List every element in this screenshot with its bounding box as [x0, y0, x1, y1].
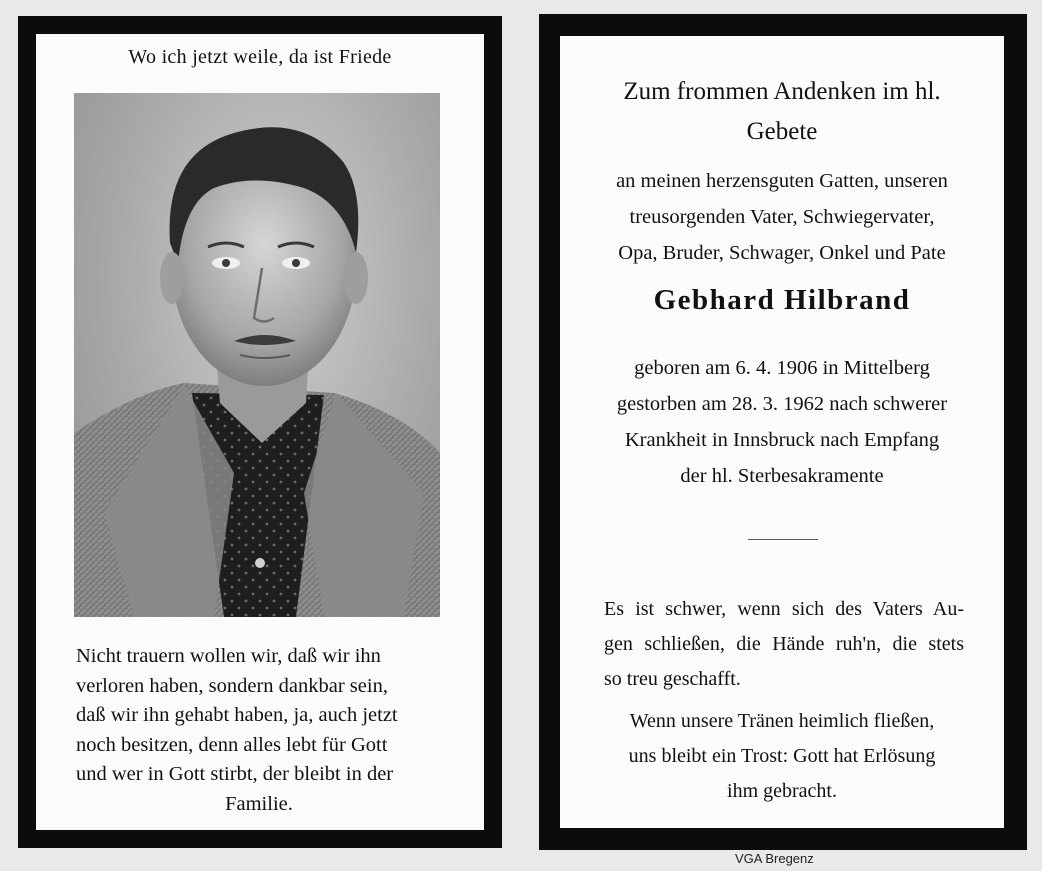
poem-stanza-1: [604, 592, 964, 697]
verse-left: [76, 642, 442, 819]
left-card: [36, 34, 484, 830]
verse-line: daß wir ihn gehabt haben, ja, auch jetzt: [76, 704, 398, 726]
memorial-heading: [560, 72, 1004, 152]
poem-line: Es ist schwer, wenn sich des Vaters Au-: [604, 598, 964, 620]
heading-line: Gebete: [746, 118, 818, 145]
deceased-name: Gebhard Hilbrand: [653, 284, 911, 316]
verse-line: Familie.: [225, 792, 293, 815]
date-line: gestorben am 28. 3. 1962 nach schwerer: [616, 393, 948, 415]
printer-imprint: VGA Bregenz: [735, 851, 814, 866]
poem-stanza-2: [560, 704, 1004, 809]
dedication-line: an meinen herzensguten Gatten, unseren: [616, 170, 948, 192]
poem-line: uns bleibt ein Trost: Gott hat Erlösung: [628, 745, 936, 767]
divider-line: [748, 539, 818, 540]
dedication-line: treusorgenden Vater, Schwiegervater,: [629, 206, 935, 228]
date-line: geboren am 6. 4. 1906 in Mittelberg: [634, 357, 930, 379]
right-card: [560, 36, 1004, 828]
portrait-photo: [74, 93, 440, 617]
portrait-illustration: [74, 93, 440, 617]
poem-line: so treu geschafft.: [604, 668, 741, 690]
poem-line: gen schließen, die Hände ruh'n, die stets: [604, 633, 964, 655]
verse-line: und wer in Gott stirbt, der bleibt in der: [76, 763, 394, 785]
motto: Wo ich jetzt weile, da ist Friede: [128, 46, 392, 68]
verse-line: Nicht trauern wollen wir, daß wir ihn: [76, 645, 381, 667]
heading-line: Zum frommen Andenken im hl.: [623, 78, 941, 105]
dedication-line: Opa, Bruder, Schwager, Onkel und Pate: [618, 242, 946, 264]
date-line: der hl. Sterbesakramente: [680, 465, 884, 487]
poem-line: ihm gebracht.: [727, 780, 837, 802]
dedication: [560, 163, 1004, 271]
verse-line: verloren haben, sondern dankbar sein,: [76, 674, 388, 697]
poem-line: Wenn unsere Tränen heimlich fließen,: [629, 710, 935, 732]
date-line: Krankheit in Innsbruck nach Empfang: [624, 429, 940, 451]
life-dates: [560, 350, 1004, 494]
verse-line: noch besitzen, denn alles lebt für Gott: [76, 733, 388, 756]
